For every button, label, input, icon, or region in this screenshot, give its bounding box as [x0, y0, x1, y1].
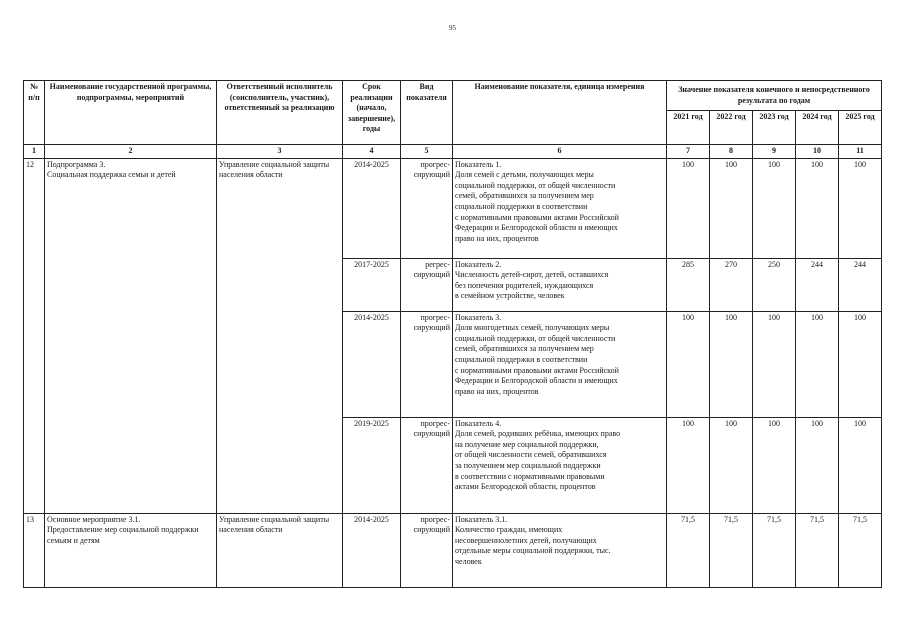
value-cell: 100	[710, 417, 753, 513]
indicator-text: Показатель 2. Численность детей-сирот, детей, оставшихся без попечения родителей, нуждающихся в семейном устройстве, человек	[453, 258, 667, 311]
value-cell: 285	[667, 258, 710, 311]
header-year: 2021 год	[667, 111, 710, 145]
page-number: 95	[449, 24, 456, 32]
value-cell: 71,5	[796, 513, 839, 587]
value-cell: 100	[796, 158, 839, 258]
value-cell: 100	[839, 417, 882, 513]
term: 2017-2025	[343, 258, 401, 311]
header-year: 2025 год	[839, 111, 882, 145]
column-number: 1	[24, 145, 45, 159]
column-number: 11	[839, 145, 882, 159]
term: 2014-2025	[343, 513, 401, 587]
value-cell: 100	[667, 417, 710, 513]
header-num: № п/п	[24, 81, 45, 145]
column-number: 8	[710, 145, 753, 159]
header-name: Наименование государственной программы, подпрограммы, мероприятий	[45, 81, 217, 145]
header-term: Срок реализации (начало, завершение), годы	[343, 81, 401, 145]
value-cell: 244	[839, 258, 882, 311]
column-number: 9	[753, 145, 796, 159]
column-number: 7	[667, 145, 710, 159]
column-number: 5	[401, 145, 453, 159]
value-cell: 244	[796, 258, 839, 311]
value-cell: 270	[710, 258, 753, 311]
indicator-text: Показатель 1. Доля семей с детьми, получающих меры социальной поддержки, от общей численности семей, обратившихся за получением мер социальной поддержки в соответствии с нормативными правовыми актами Российской Федерации и Белгородской области и имеющих право на них, процентов	[453, 158, 667, 258]
row-number: 13	[24, 513, 45, 587]
program-name: Основное мероприятие 3.1. Предоставление мер социальной поддержки семьям и детям	[45, 513, 217, 587]
value-cell: 100	[839, 311, 882, 417]
value-cell: 100	[753, 158, 796, 258]
term: 2014-2025	[343, 158, 401, 258]
value-cell: 100	[667, 311, 710, 417]
executor: Управление социальной защиты населения области	[217, 513, 343, 587]
header-indicator: Наименование показателя, единица измерения	[453, 81, 667, 145]
column-number: 6	[453, 145, 667, 159]
indicator-text: Показатель 4. Доля семей, родивших ребёнка, имеющих право на получение мер социальной поддержки, от общей численности семей, обратившихся за получением мер социальной поддержки в соответствии с нормативными правовыми актами Белгородской области, процентов	[453, 417, 667, 513]
header-type: Вид показателя	[401, 81, 453, 145]
indicator-table	[23, 80, 882, 588]
term: 2019-2025	[343, 417, 401, 513]
value-cell: 100	[753, 417, 796, 513]
column-number: 2	[45, 145, 217, 159]
header-year: 2022 год	[710, 111, 753, 145]
value-cell: 71,5	[839, 513, 882, 587]
indicator-type: прогрес- сирующий	[401, 311, 453, 417]
term: 2014-2025	[343, 311, 401, 417]
value-cell: 71,5	[753, 513, 796, 587]
value-cell: 71,5	[667, 513, 710, 587]
program-name: Подпрограмма 3. Социальная поддержка семьи и детей	[45, 158, 217, 513]
value-cell: 100	[796, 417, 839, 513]
column-number: 4	[343, 145, 401, 159]
column-number: 3	[217, 145, 343, 159]
header-executor: Ответственный исполнитель (соисполнитель, участник), ответственный за реализацию	[217, 81, 343, 145]
value-cell: 71,5	[710, 513, 753, 587]
row-number: 12	[24, 158, 45, 513]
value-cell: 100	[753, 311, 796, 417]
header-year: 2024 год	[796, 111, 839, 145]
header-year: 2023 год	[753, 111, 796, 145]
table-row	[24, 158, 882, 258]
table-row	[24, 513, 882, 587]
value-cell: 100	[839, 158, 882, 258]
value-cell: 250	[753, 258, 796, 311]
indicator-text: Показатель 3.1. Количество граждан, имеющих несовершеннолетних детей, получающих отдельные меры социальной поддержки, тыс. человек	[453, 513, 667, 587]
header-values-group: Значение показателя конечного и непосредственного результата по годам	[667, 81, 882, 111]
indicator-type: прогрес- сирующий	[401, 513, 453, 587]
executor: Управление социальной защиты населения области	[217, 158, 343, 513]
column-number: 10	[796, 145, 839, 159]
value-cell: 100	[667, 158, 710, 258]
value-cell: 100	[710, 158, 753, 258]
indicator-type: прогрес- сирующий	[401, 158, 453, 258]
indicator-text: Показатель 3. Доля многодетных семей, получающих меры социальной поддержки, от общей численности семей, обратившихся за получением мер социальной поддержки в соответствии с нормативными правовыми актами Российской Федерации и Белгородской области и имеющих право на них, процентов	[453, 311, 667, 417]
value-cell: 100	[710, 311, 753, 417]
indicator-type: регрес- сирующий	[401, 258, 453, 311]
indicator-type: прогрес- сирующий	[401, 417, 453, 513]
value-cell: 100	[796, 311, 839, 417]
